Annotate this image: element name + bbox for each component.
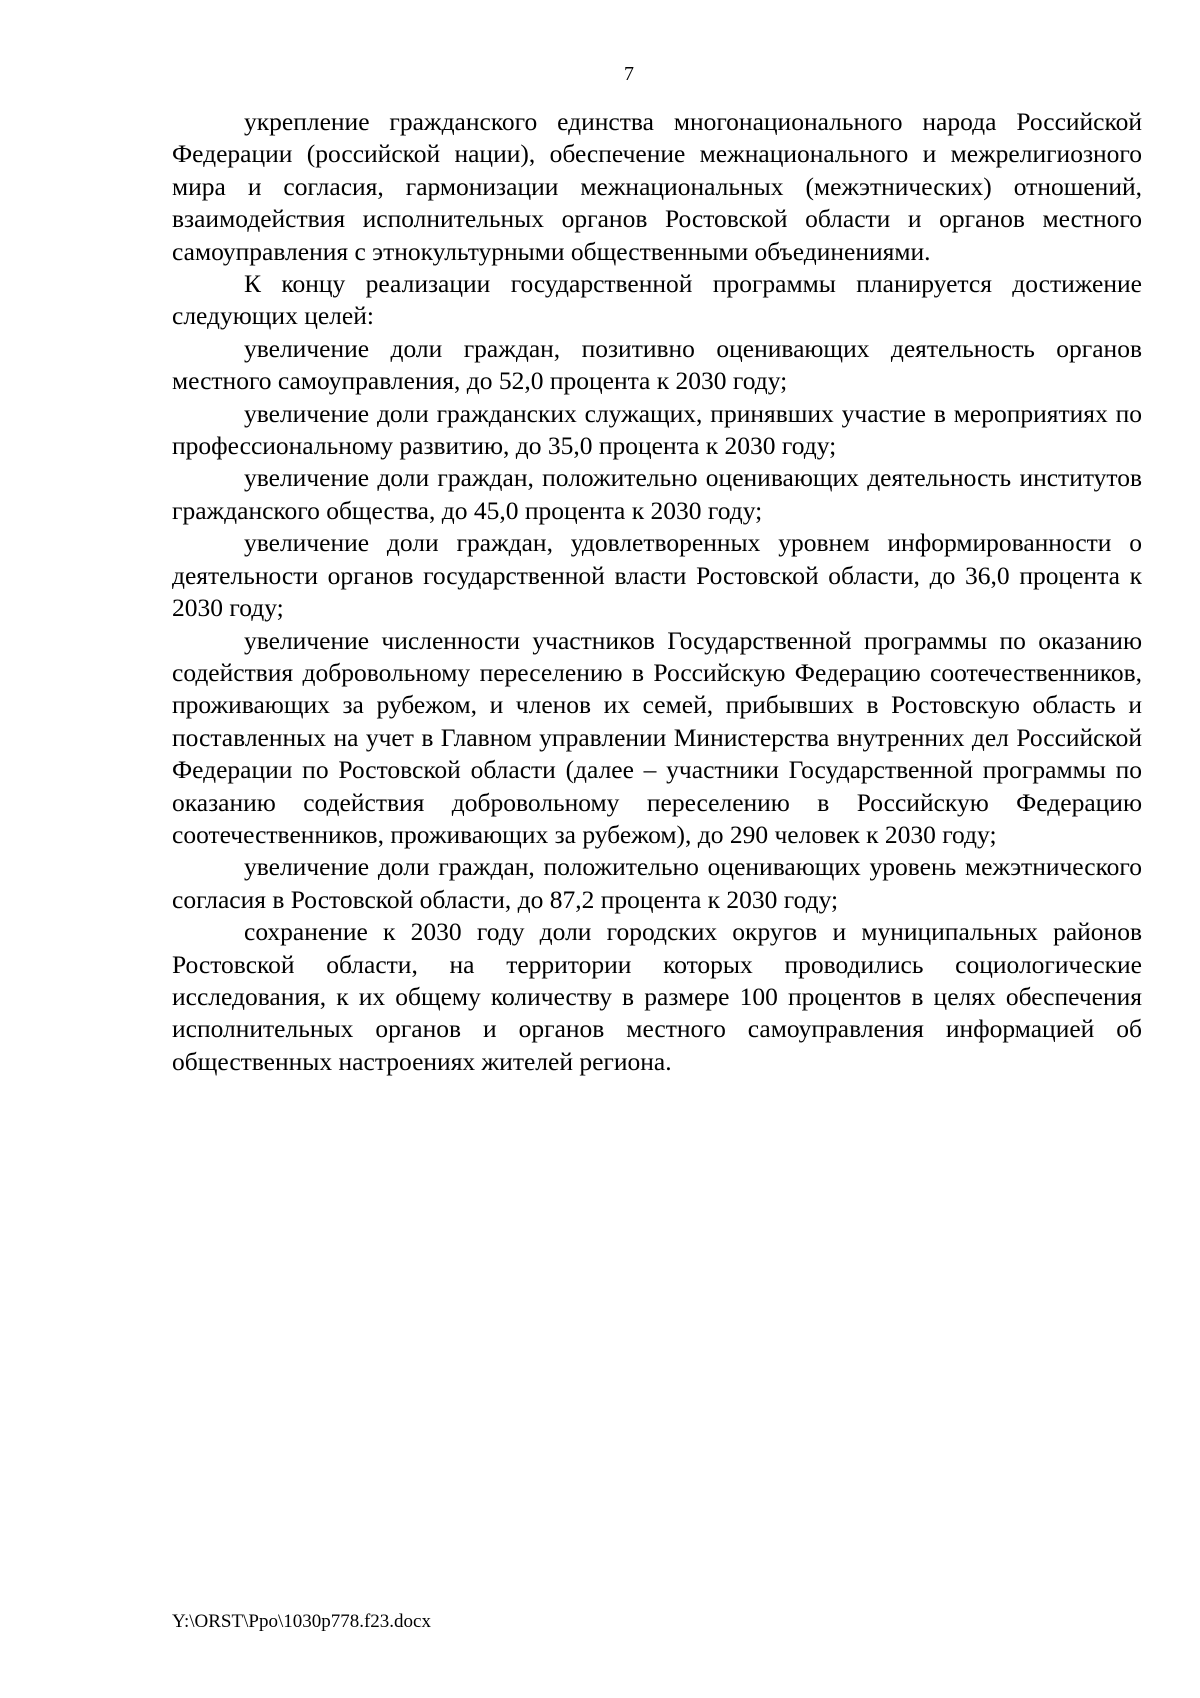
paragraph-goal-interethnic: увеличение доли граждан, положительно оценивающих уровень межэтнического согласия в Ростовской области, до 87,2 процента к 2030 году; [172, 852, 1142, 914]
file-path-footer: Y:\ORST\Ppo\1030p778.f23.docx [172, 1611, 431, 1632]
paragraph-goal-resettlement: увеличение численности участников Государственной программы по оказанию содействия добровольному переселению в Российскую Федерацию соотечественников, проживающих за рубежом, и членов их семей, прибывших в Ростовскую область и поставленных на учет в Главном управлении Министерства внутренних дел Российской Федерации по Ростовской области (далее – участники Государственной программы по оказанию содействия добровольному переселению в Российскую Федерацию соотечественников, проживающих за рубежом), до 290 человек к 2030 году; [172, 625, 1142, 849]
page-number: 7 [624, 63, 634, 85]
paragraph-unity-goal: укрепление гражданского единства многонационального народа Российской Федерации (российской нации), обеспечение межнационального и межрелигиозного мира и согласия, гармонизации межнациональных (межэтнических) отношений, взаимодействия исполнительных органов Ростовской области и органов местного самоуправления с этнокультурными общественными объединениями. [172, 107, 1142, 266]
paragraph-goal-local-government: увеличение доли граждан, позитивно оценивающих деятельность органов местного самоуправления, до 52,0 процента к 2030 году; [172, 333, 1142, 396]
paragraph-goal-sociological: сохранение к 2030 году доли городских округов и муниципальных районов Ростовской области, на территории которых проводились социологические исследования, к их общему количеству в размере 100 процентов в целях обеспечения исполнительных органов и органов местного самоуправления информацией об общественных настроениях жителей региона. [172, 917, 1142, 1076]
paragraph-goal-civil-servants: увеличение доли гражданских служащих, принявших участие в мероприятиях по профессиональному развитию, до 35,0 процента к 2030 году; [172, 398, 1142, 461]
document-body [172, 106, 1142, 1078]
paragraph-goal-civil-society: увеличение доли граждан, положительно оценивающих деятельность институтов гражданского общества, до 45,0 процента к 2030 году; [172, 463, 1142, 525]
paragraph-goal-informedness: увеличение доли граждан, удовлетворенных уровнем информированности о деятельности органов государственной власти Ростовской области, до 36,0 процента к 2030 году; [172, 528, 1142, 623]
paragraph-goals-intro: К концу реализации государственной программы планируется достижение следующих целей: [172, 269, 1142, 331]
